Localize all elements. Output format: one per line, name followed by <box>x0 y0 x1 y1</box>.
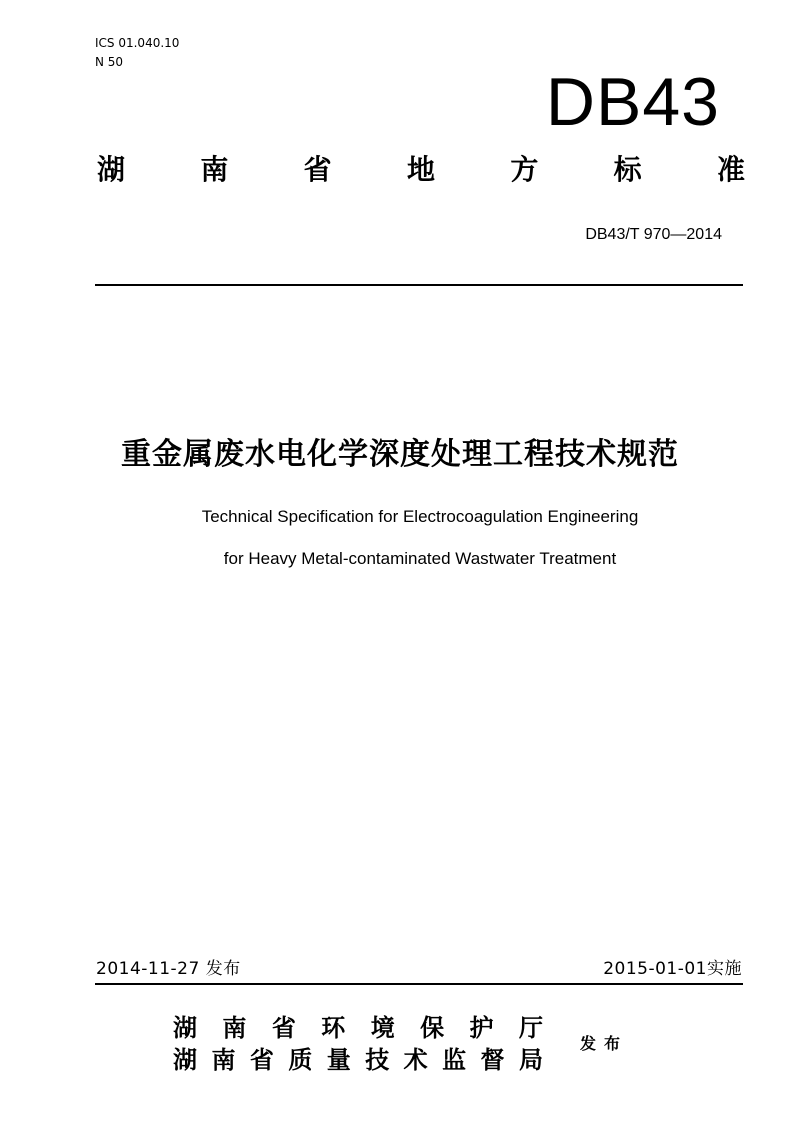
standard-type <box>97 150 745 190</box>
title-english-line-1: Technical Specification for Electrocoagulation Engineering <box>201 507 639 526</box>
standard-type-char: 标 <box>613 153 642 186</box>
issuer-char: 境 <box>370 1014 395 1042</box>
issuer-char: 湖 <box>173 1014 197 1042</box>
title-english-line-2: for Heavy Metal-contaminated Wastwater Treatment <box>223 549 617 568</box>
standard-number: DB43/T 970—2014 <box>585 226 722 243</box>
issuer-environmental-protection <box>173 1012 543 1044</box>
issuer-char: 南 <box>222 1014 247 1042</box>
issuer-char: 技 <box>365 1046 390 1074</box>
issuer-char: 厅 <box>518 1014 543 1042</box>
issuer-char: 省 <box>271 1014 296 1042</box>
top-divider <box>95 284 743 286</box>
issuer-char: 局 <box>518 1046 543 1074</box>
issuer-char: 保 <box>420 1014 445 1042</box>
bottom-divider <box>95 983 743 985</box>
standard-type-char: 省 <box>303 153 332 186</box>
implementation-date: 2015-01-01实施 <box>603 959 742 979</box>
issuer-char: 督 <box>480 1046 505 1074</box>
issuer-char: 护 <box>469 1014 494 1042</box>
issuer-char: 南 <box>211 1046 236 1074</box>
issuer-char: 省 <box>249 1046 274 1074</box>
standard-type-char: 方 <box>510 153 539 186</box>
issuing-authorities <box>173 1012 543 1076</box>
issuer-char: 质 <box>288 1046 313 1074</box>
standard-type-char: 湖 <box>97 153 126 186</box>
ccs-code: N 50 <box>95 55 124 69</box>
issuer-action: 发布 <box>580 1034 629 1053</box>
issuer-char: 环 <box>321 1014 346 1042</box>
standard-type-char: 地 <box>406 153 435 186</box>
standard-type-char: 准 <box>716 153 745 186</box>
issue-date: 2014-11-27 发布 <box>96 959 241 979</box>
ics-code: ICS 01.040.10 <box>95 36 180 50</box>
db-mark: DB43 <box>545 64 720 140</box>
issuer-quality-supervision <box>173 1044 543 1076</box>
issuer-char: 湖 <box>173 1046 197 1074</box>
title-chinese: 重金属废水电化学深度处理工程技术规范 <box>121 437 679 472</box>
standard-type-char: 南 <box>200 153 229 186</box>
issuer-char: 监 <box>442 1046 467 1074</box>
issuer-char: 量 <box>326 1046 351 1074</box>
issuer-char: 术 <box>403 1046 428 1074</box>
